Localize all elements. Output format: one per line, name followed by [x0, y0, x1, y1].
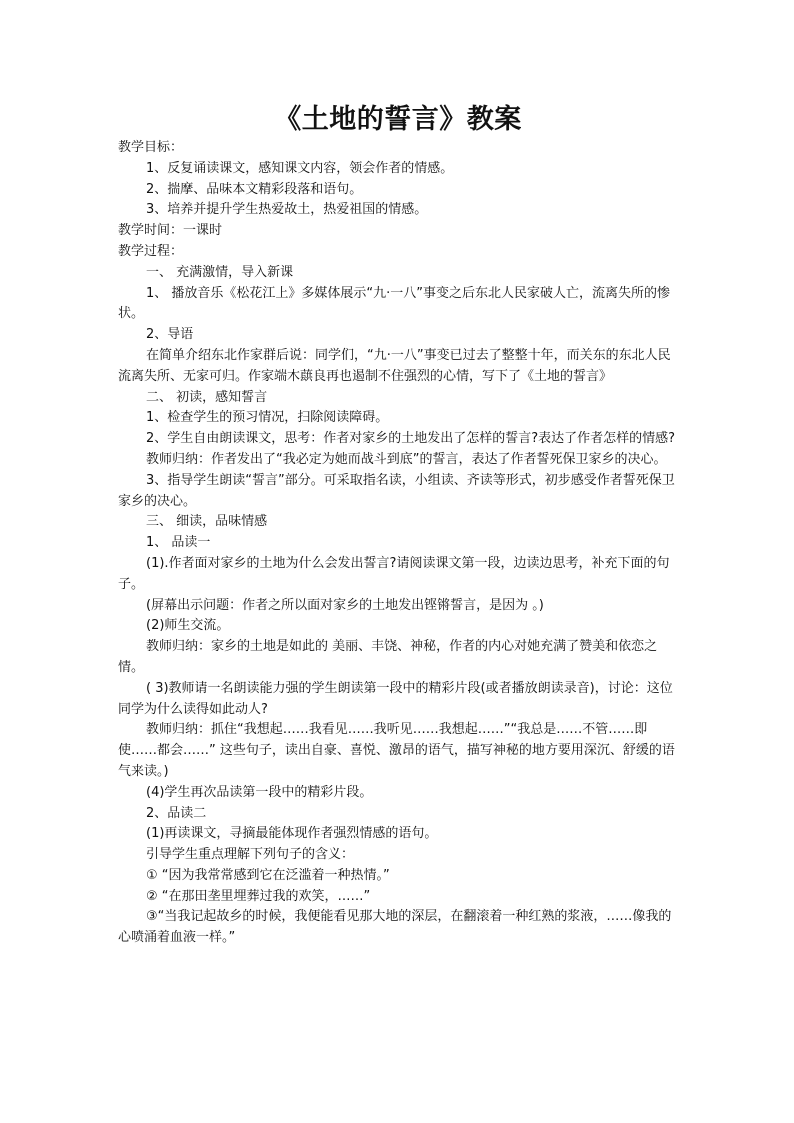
body-line: 三、 细读，品味情感 — [146, 514, 268, 530]
body-line: 3、培养并提升学生热爱故土，热爱祖国的情感。 — [146, 202, 428, 218]
body-line: (1)再读课文，寻摘最能体现作者强烈情感的语句。 — [146, 826, 438, 842]
body-line: 1、检查学生的预习情况，扫除阅读障碍。 — [146, 410, 389, 426]
lesson-plan-page — [118, 100, 678, 949]
body-line: 教师归纳：抓住“我想起……我看见……我听见……我想起……”“我总是……不管……即使……都会……” 这些句子，读出自豪、喜悦、激昂的语气，描写神秘的地方要用深沉、舒缓的语气来读。) — [118, 722, 675, 779]
body-line: 2、导语 — [146, 327, 194, 343]
body-line: 1、反复诵读课文，感知课文内容，领会作者的情感。 — [146, 160, 454, 176]
body-line: 2、学生自由朗读课文，思考：作者对家乡的土地发出了怎样的誓言?表达了作者怎样的情感? — [146, 431, 676, 447]
body-line: 在简单介绍东北作家群后说：同学们，“九·一八”事变已过去了整整十年，而关东的东北人民流离失所、无家可归。作家端木蕻良再也遏制不住强烈的心情，写下了《土地的誓言》 — [118, 347, 671, 384]
body-line: ③“当我记起故乡的时候，我便能看见那大地的深层，在翻滚着一种红熟的浆液，……像我的心喷涌着血液一样。” — [118, 909, 672, 946]
body-line: 教学目标： — [118, 140, 184, 155]
body-line: 2、品读二 — [146, 805, 207, 821]
body-line: 教师归纳：作者发出了“我必定为她而战斗到底”的誓言，表达了作者誓死保卫家乡的决心。 — [146, 451, 667, 467]
document-body — [118, 138, 678, 949]
body-line: (4)学生再次品读第一段中的精彩片段。 — [146, 784, 373, 800]
body-line: 引导学生重点理解下列句子的含义： — [146, 847, 355, 863]
body-line: 二、 初读，感知誓言 — [146, 389, 268, 405]
body-line: (2)师生交流。 — [146, 618, 230, 634]
body-line: 3、指导学生朗读“誓言”部分。可采取指名读，小组读、齐读等形式，初步感受作者誓死保卫家乡的决心。 — [118, 472, 675, 509]
body-line: ② “在那田垄里埋葬过我的欢笑，……” — [146, 888, 371, 904]
body-line: 教师归纳：家乡的土地是如此的 美丽、丰饶、神秘，作者的内心对她充满了赞美和依恋之情。 — [118, 639, 658, 675]
body-line: 1、 播放音乐《松花江上》多媒体展示“九·一八”事变之后东北人民家破人亡，流离失所的惨状。 — [118, 285, 671, 322]
body-line: 教学过程： — [118, 243, 184, 259]
body-line: ① “因为我常常感到它在泛滥着一种热情。” — [146, 867, 390, 883]
body-line: 2、揣摩、品味本文精彩段落和语句。 — [146, 181, 363, 197]
body-line: 一、 充满激情，导入新课 — [146, 264, 294, 280]
body-line: ( 3)教师请一名朗读能力强的学生朗读第一段中的精彩片段(或者播放朗读录音)，讨论：这位同学为什么读得如此动人? — [118, 680, 673, 717]
body-line: (屏幕出示问题：作者之所以面对家乡的土地发出铿锵誓言，是因为 。) — [146, 597, 544, 613]
body-line: 1、 品读一 — [146, 535, 211, 551]
document-title: 《土地的誓言》教案 — [274, 104, 522, 135]
body-line: (1).作者面对家乡的土地为什么会发出誓言?请阅读课文第一段，边读边思考，补充下面的句子。 — [118, 555, 670, 592]
body-line: 教学时间：一课时 — [118, 223, 223, 239]
